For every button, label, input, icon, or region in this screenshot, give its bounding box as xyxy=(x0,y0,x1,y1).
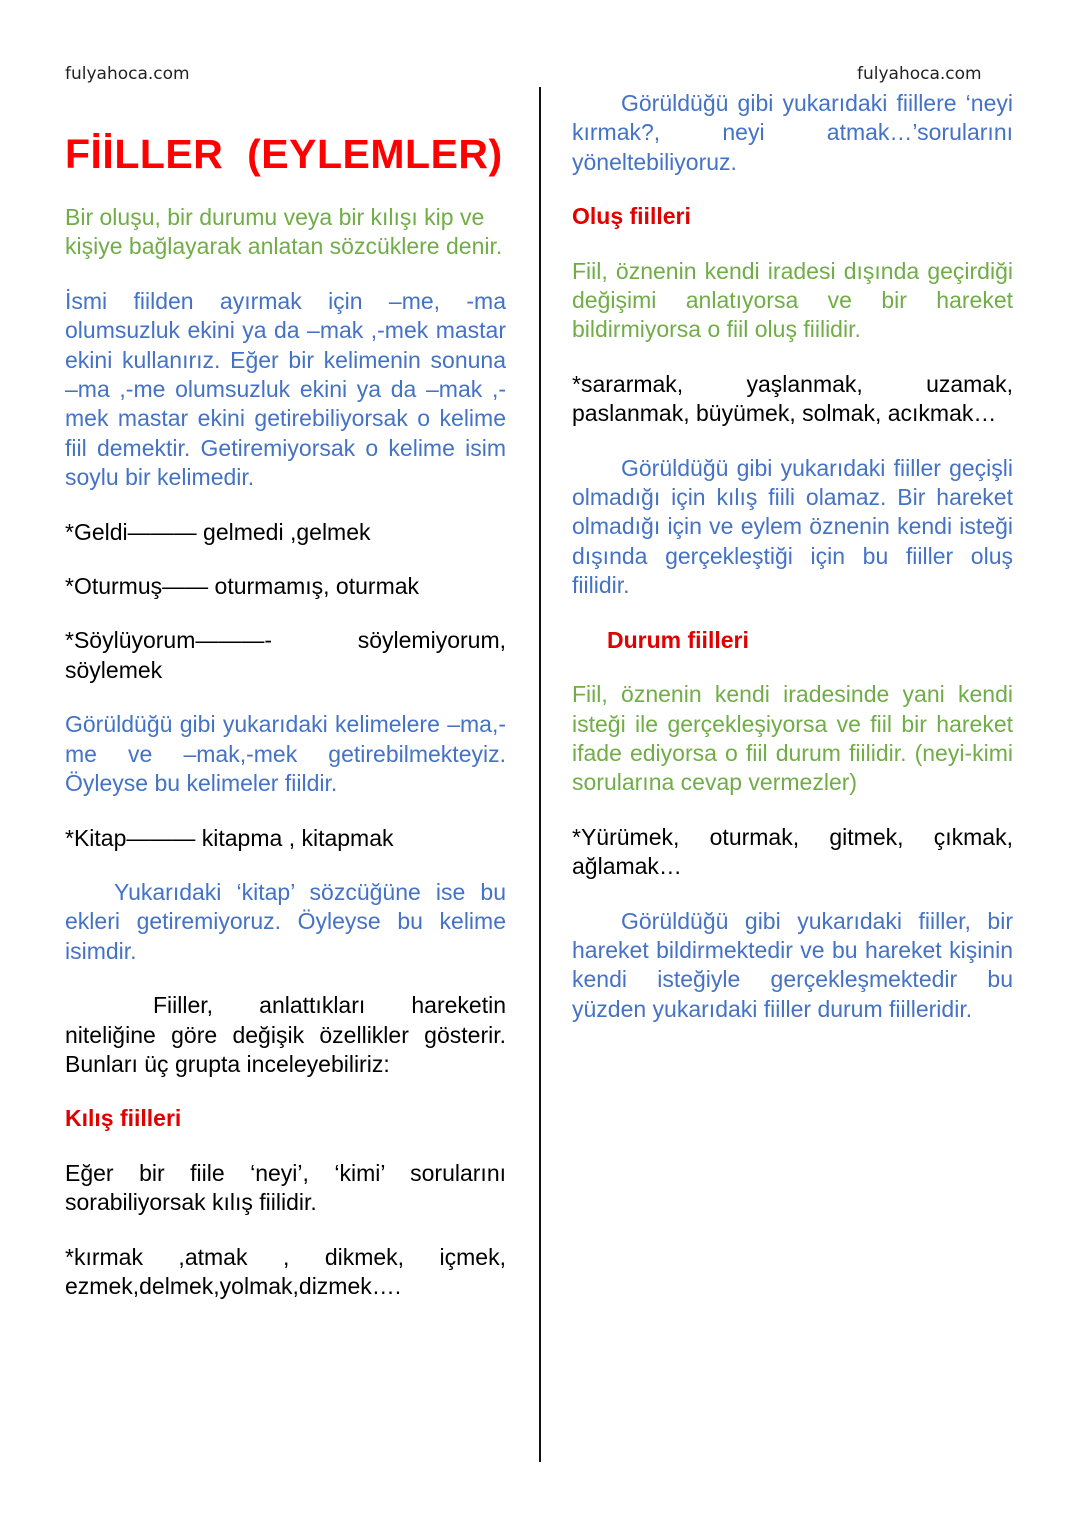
example-soyluyorum xyxy=(65,626,506,685)
kilis-definition: Eğer bir fiile ‘neyi’, ‘kimi’ sorularını sorabiliyorsak kılış fiilidir. xyxy=(65,1159,506,1216)
durum-heading: Durum fiilleri xyxy=(607,626,749,653)
kilis-examples: *kırmak ,atmak , dikmek, içmek, ezmek,delmek,yolmak,dizmek…. xyxy=(65,1243,506,1299)
header-site-right: fulyahoca.com xyxy=(857,64,982,84)
olus-heading: Oluş fiilleri xyxy=(572,203,691,230)
definition-paragraph: Bir oluşu, bir durumu veya bir kılışı kip ve kişiye bağlayarak anlatan sözcüklere denir. xyxy=(65,204,503,260)
example-soyluyorum-infinitive: söylemek xyxy=(65,656,163,683)
durum-observation: Görüldüğü gibi yukarıdaki fiiller, bir hareket bildirmektedir ve bu hareket kişinin kendi isteğiyle gerçekleşmektedir bu yüzden yukarıdaki fiiller durum fiilleridir. xyxy=(572,907,1013,1022)
column-divider xyxy=(539,87,541,1462)
example-soyluyorum-negative: söylemiyorum, xyxy=(357,627,506,654)
observation-paragraph-2: Yukarıdaki ‘kitap’ sözcüğüne ise bu ekleri getiremiyoruz. Öyleyse bu kelime isimdir. xyxy=(65,878,506,964)
durum-definition: Fiil, öznenin kendi iradesinde yani kendi isteği ile gerçekleşiyorsa ve fiil bir hareket ifade ediyorsa o fiil durum fiilidir. (neyi-kimi sorularına cevap vermezler) xyxy=(572,681,1013,796)
observation-paragraph-1: Görüldüğü gibi yukarıdaki kelimelere –ma,-me ve –mak,-mek getirebilmekteyiz. Öyleyse bu kelimeler fiildir. xyxy=(65,711,506,797)
example-soyluyorum-line1 xyxy=(65,626,506,655)
example-oturmus: *Oturmuş—— oturmamış, oturmak xyxy=(65,573,420,600)
example-geldi: *Geldi——— gelmedi ,gelmek xyxy=(65,518,371,545)
olus-examples: *sararmak, yaşlanmak, uzamak, paslanmak, büyümek, solmak, acıkmak… xyxy=(572,370,1013,427)
olus-observation: Görüldüğü gibi yukarıdaki fiiller geçişli olmadığı için kılış fiili olamaz. Bir hareket olmadığı için ve eylem öznenin kendi isteği dışında gerçekleştiği için bu fiiller oluş fiilidir. xyxy=(572,454,1013,599)
olus-definition: Fiil, öznenin kendi iradesi dışında geçirdiği değişimi anlatıyorsa ve bir hareket bildirmiyorsa o fiil oluş fiilidir. xyxy=(572,257,1013,343)
page-title: FİİLLER (EYLEMLER) xyxy=(65,131,503,177)
left-column xyxy=(65,203,506,1326)
kilis-heading: Kılış fiilleri xyxy=(65,1105,182,1132)
right-column xyxy=(572,89,1013,1049)
groups-intro-paragraph: Fiiller, anlattıkları hareketin niteliğine göre değişik özellikler gösterir. Bunları üç grupta inceleyebiliriz: xyxy=(65,992,506,1077)
header-site-left: fulyahoca.com xyxy=(65,64,190,84)
example-soyluyorum-verb: *Söylüyorum———- xyxy=(65,627,273,654)
example-kitap: *Kitap——— kitapma , kitapmak xyxy=(65,824,394,851)
rule-paragraph: İsmi fiilden ayırmak için –me, -ma olumsuzluk ekini ya da –mak ,-mek mastar ekini kullanırız. Eğer bir kelimenin sonuna –ma ,-me olumsuzluk ekini ya da –mak ,-mek mastar ekini getirebiliyorsak o kelime fiil demektir. Getiremiyorsak o kelime isim soylu bir kelimedir. xyxy=(65,287,506,491)
durum-examples: *Yürümek, oturmak, gitmek, çıkmak, ağlamak… xyxy=(572,823,1013,880)
kilis-observation: Görüldüğü gibi yukarıdaki fiillere ‘neyi kırmak?, neyi atmak…’sorularını yöneltebiliyoruz. xyxy=(572,90,1013,175)
